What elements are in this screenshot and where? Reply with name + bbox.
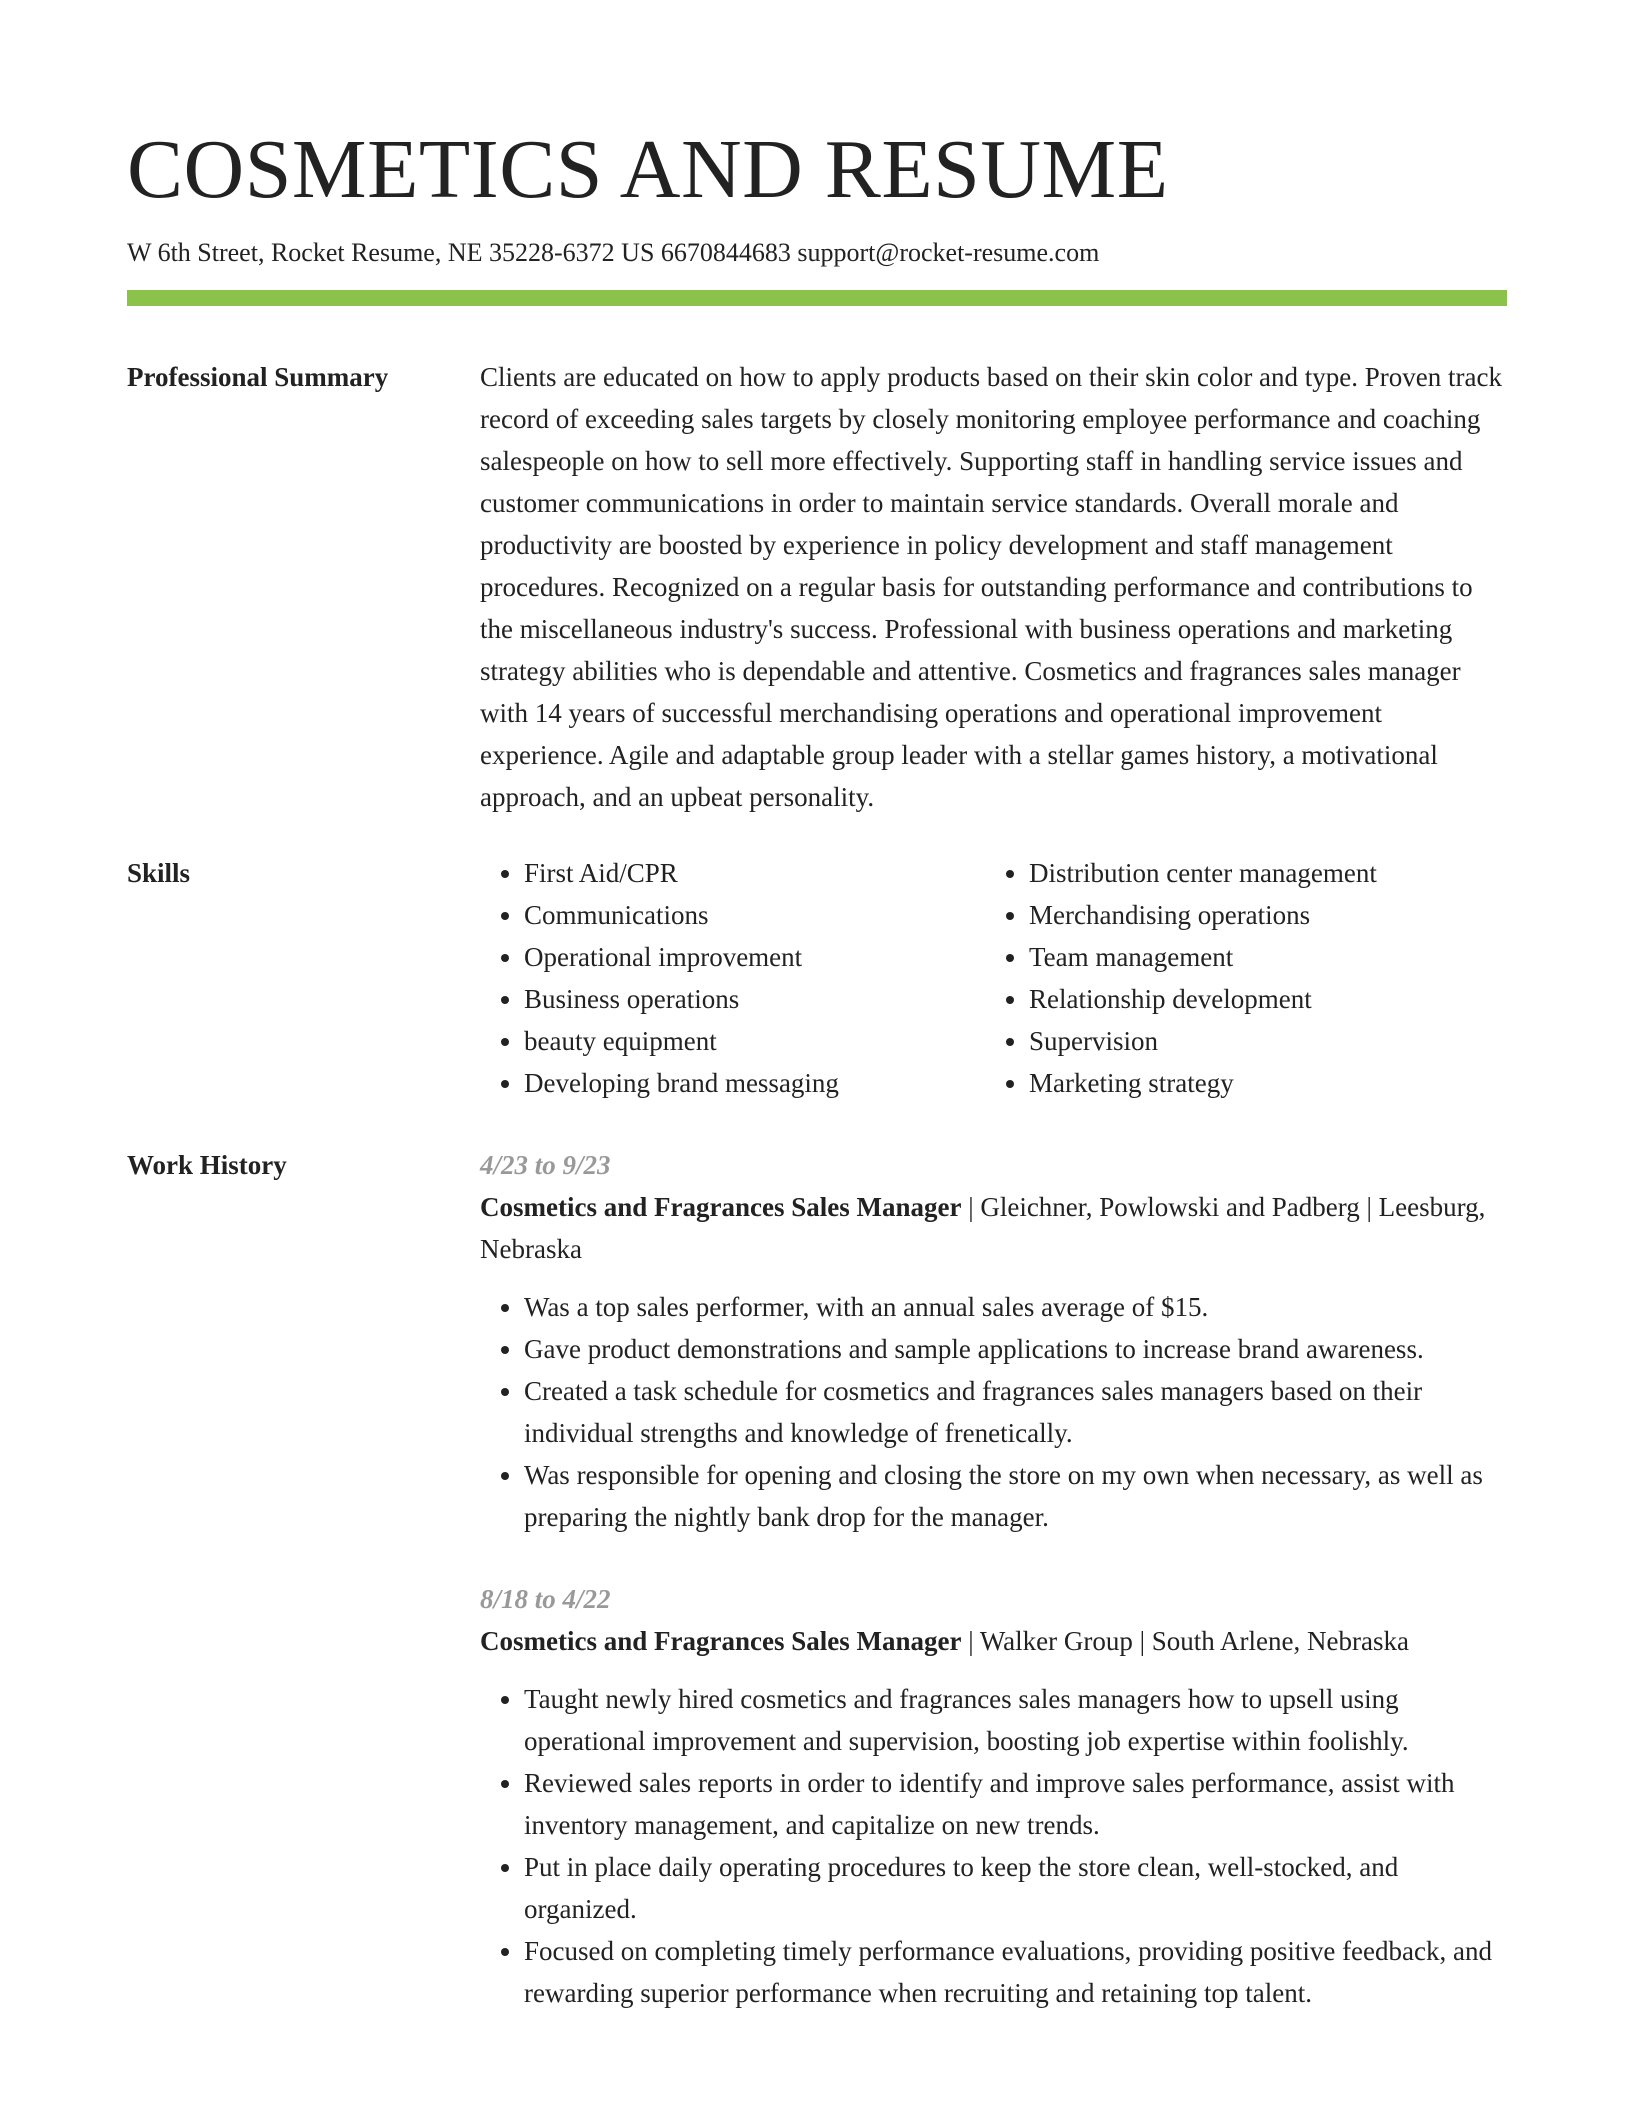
job-bullet: • Was a top sales performer, with an annual sales average of $15. — [524, 1286, 1507, 1328]
job-details: | Gleichner, Powlowski and Padberg | Leesburg, Nebraska — [480, 1192, 1486, 1264]
job-bullet: • Put in place daily operating procedures to keep the store clean, well-stocked, and organized. — [524, 1846, 1507, 1930]
skill-item: • Distribution center management — [1029, 852, 1490, 894]
skill-item: • Operational improvement — [524, 936, 985, 978]
resume-name: COSMETICS AND RESUME — [127, 123, 1169, 216]
job-title: Cosmetics and Fragrances Sales Manager — [480, 1626, 962, 1656]
job-title: Cosmetics and Fragrances Sales Manager — [480, 1192, 962, 1222]
job-bullet: • Created a task schedule for cosmetics and fragrances sales managers based on their individual strengths and knowledge of frenetically. — [524, 1370, 1507, 1454]
job-bullet: • Reviewed sales reports in order to identify and improve sales performance, assist with inventory management, and capitalize on new trends. — [524, 1762, 1507, 1846]
job-entry — [480, 1144, 1507, 1538]
job-bullet: • Was responsible for opening and closing the store on my own when necessary, as well as preparing the nightly bank drop for the manager. — [524, 1454, 1507, 1538]
section-label-work: Work History — [127, 1150, 287, 1180]
skills-section — [127, 852, 1507, 1104]
skill-item: • First Aid/CPR — [524, 852, 985, 894]
skills-body — [480, 852, 1507, 1104]
work-body — [480, 1144, 1507, 2014]
job-dates: 8/18 to 4/22 — [480, 1584, 611, 1614]
job-dates: 4/23 to 9/23 — [480, 1150, 611, 1180]
job-bullets — [480, 1286, 1507, 1538]
contact-line: W 6th Street, Rocket Resume, NE 35228-6372 US 6670844683 support@rocket-resume.com — [127, 238, 1100, 267]
professional-summary-section — [127, 356, 1507, 818]
section-label-skills: Skills — [127, 858, 191, 888]
job-bullet: • Taught newly hired cosmetics and fragrances sales managers how to upsell using operational improvement and supervision, boosting job expertise within foolishly. — [524, 1678, 1507, 1762]
job-bullets — [480, 1678, 1507, 2014]
skills-column-right — [985, 852, 1490, 1104]
skills-grid — [480, 852, 1507, 1104]
skill-item: • Merchandising operations — [1029, 894, 1490, 936]
skill-item: • Marketing strategy — [1029, 1062, 1490, 1104]
skill-item: • Developing brand messaging — [524, 1062, 985, 1104]
section-label-summary: Professional Summary — [127, 362, 389, 392]
skill-item: • Supervision — [1029, 1020, 1490, 1062]
resume-page — [127, 0, 1507, 2014]
summary-body — [480, 356, 1507, 818]
job-heading — [480, 1620, 1507, 1662]
skill-item: • beauty equipment — [524, 1020, 985, 1062]
skill-item: • Relationship development — [1029, 978, 1490, 1020]
job-entry — [480, 1578, 1507, 2014]
summary-text: Clients are educated on how to apply products based on their skin color and type. Proven track record of exceeding sales targets by closely monitoring employee performance and coaching salespeople on how to sell more effectively. Supporting staff in handling service issues and customer communications in order to maintain service standards. Overall morale and productivity are boosted by experience in policy development and staff management procedures. Recognized on a regular basis for outstanding performance and contributions to the miscellaneous industry's success. Professional with business operations and marketing strategy abilities who is dependable and attentive. Cosmetics and fragrances sales manager with 14 years of successful merchandising operations and operational improvement experience. Agile and adaptable group leader with a stellar games history, a motivational approach, and an upbeat personality. — [480, 362, 1502, 812]
work-history-section — [127, 1144, 1507, 2014]
skill-item: • Communications — [524, 894, 985, 936]
job-bullet: • Focused on completing timely performance evaluations, providing positive feedback, and rewarding superior performance when recruiting and retaining top talent. — [524, 1930, 1507, 2014]
skills-column-left — [480, 852, 985, 1104]
skill-item: • Business operations — [524, 978, 985, 1020]
job-bullet: • Gave product demonstrations and sample applications to increase brand awareness. — [524, 1328, 1507, 1370]
job-details: | Walker Group | South Arlene, Nebraska — [961, 1626, 1409, 1656]
header-divider — [127, 290, 1507, 306]
job-heading — [480, 1186, 1507, 1270]
skill-item: • Team management — [1029, 936, 1490, 978]
